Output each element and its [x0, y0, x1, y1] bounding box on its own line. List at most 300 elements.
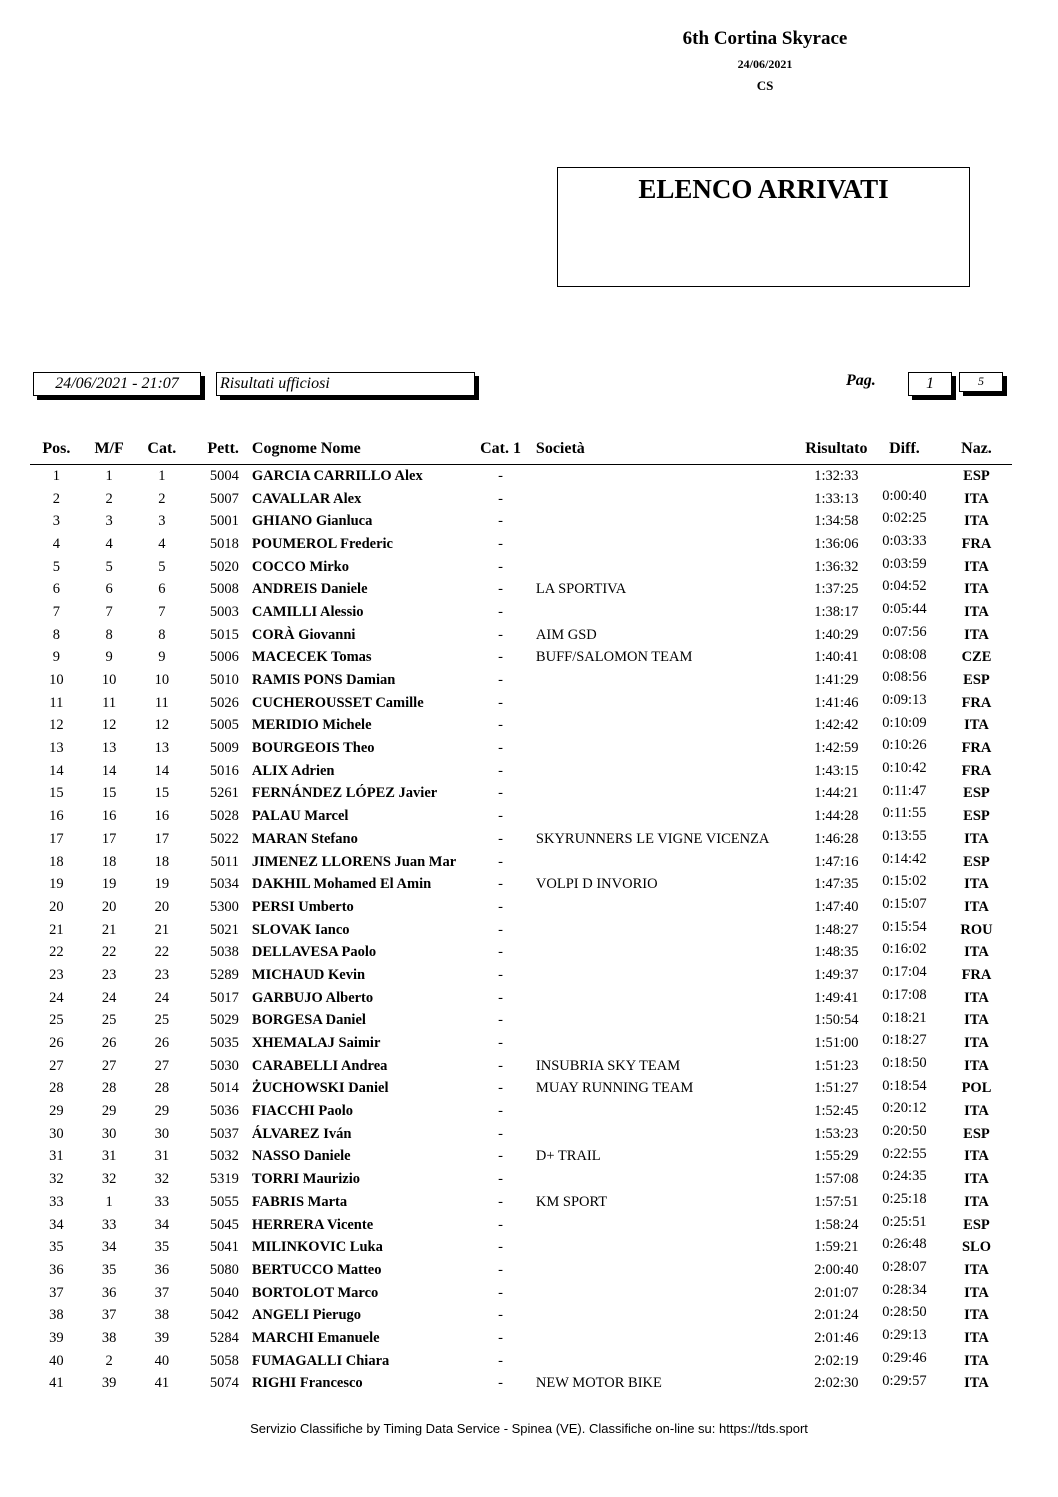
cell-cat: 7	[158, 603, 166, 620]
cell-pos: 30	[49, 1125, 64, 1142]
cell-cat: 38	[154, 1307, 170, 1324]
cell-pos: 29	[49, 1103, 64, 1120]
cell-cat1: -	[498, 921, 503, 938]
cell-cat1: -	[498, 649, 503, 666]
table-row	[30, 1282, 1012, 1305]
cell-mf: 38	[101, 1329, 117, 1346]
cell-mf: 12	[101, 717, 117, 734]
cell-risultato: 1:41:29	[814, 672, 859, 689]
cell-cat1: -	[498, 1012, 503, 1029]
cell-cat: 40	[154, 1352, 170, 1369]
cell-diff: 0:29:13	[882, 1327, 927, 1344]
cell-name: DAKHIL Mohamed El Amin	[251, 876, 432, 893]
cell-naz: ITA	[964, 1171, 989, 1188]
cell-risultato: 1:57:08	[814, 1171, 859, 1188]
cell-risultato: 1:47:40	[814, 898, 859, 915]
cell-name: BOURGEOIS Theo	[251, 740, 375, 757]
cell-naz: ITA	[964, 1057, 989, 1074]
cell-societa	[526, 737, 805, 760]
cell-pos: 23	[49, 966, 64, 983]
cell-naz: ITA	[964, 558, 989, 575]
cell-mf: 27	[101, 1057, 117, 1074]
cell-pos: 15	[49, 785, 64, 802]
cell-naz: ITA	[964, 1284, 989, 1301]
cell-risultato: 1:53:23	[814, 1125, 859, 1142]
cell-risultato: 1:52:45	[814, 1103, 859, 1120]
cell-societa	[526, 1100, 805, 1123]
cell-name: CAVALLAR Alex	[251, 490, 362, 507]
col-header-cat: Cat.	[135, 433, 188, 465]
cell-societa	[526, 919, 805, 942]
cell-pett: 5041	[209, 1239, 239, 1256]
cell-pett: 5017	[209, 989, 239, 1006]
cell-risultato: 2:01:46	[814, 1329, 859, 1346]
cell-cat1: -	[498, 1193, 503, 1210]
cell-cat: 12	[154, 717, 170, 734]
cell-name: BERTUCCO Matteo	[251, 1261, 382, 1278]
cell-societa	[526, 488, 805, 511]
cell-mf: 20	[101, 898, 117, 915]
cell-naz: ITA	[964, 1103, 989, 1120]
cell-pos: 40	[49, 1352, 64, 1369]
cell-risultato: 1:58:24	[814, 1216, 859, 1233]
table-row	[30, 1191, 1012, 1214]
table-row	[30, 692, 1012, 715]
cell-mf: 23	[101, 966, 117, 983]
cell-naz: ITA	[964, 1352, 989, 1369]
cell-mf: 33	[101, 1216, 117, 1233]
page-label: Pag.	[846, 372, 876, 389]
cell-pett: 5028	[209, 808, 239, 825]
cell-naz: ITA	[964, 876, 989, 893]
cell-societa: LA SPORTIVA	[535, 581, 627, 598]
cell-diff: 0:15:07	[882, 896, 927, 913]
cell-cat1: -	[498, 1148, 503, 1165]
cell-cat: 6	[158, 581, 166, 598]
table-row	[30, 1236, 1012, 1259]
cell-name: JIMENEZ LLORENS Juan Mar	[251, 853, 457, 870]
cell-name: CAMILLI Alessio	[251, 603, 364, 620]
cell-name: DELLAVESA Paolo	[251, 944, 377, 961]
cell-cat: 8	[158, 626, 166, 643]
cell-cat1: -	[498, 1171, 503, 1188]
cell-cat: 18	[154, 853, 170, 870]
cell-pett: 5032	[209, 1148, 239, 1165]
cell-naz: ITA	[964, 1148, 989, 1165]
cell-name: RAMIS PONS Damian	[251, 672, 396, 689]
cell-pett: 5058	[209, 1352, 239, 1369]
cell-risultato: 1:55:29	[814, 1148, 859, 1165]
cell-societa: INSUBRIA SKY TEAM	[535, 1057, 681, 1074]
cell-cat: 28	[154, 1080, 170, 1097]
cell-name: XHEMALAJ Saimir	[251, 1035, 381, 1052]
cell-name: ANDREIS Daniele	[251, 581, 368, 598]
cell-societa	[526, 851, 805, 874]
table-row	[30, 1123, 1012, 1146]
col-header-naz: Naz.	[941, 433, 1012, 465]
cell-risultato: 2:01:24	[814, 1307, 859, 1324]
cell-cat: 4	[158, 535, 166, 552]
cell-pos: 37	[49, 1284, 64, 1301]
cell-pett: 5009	[209, 740, 239, 757]
cell-diff: 0:05:44	[882, 601, 927, 618]
col-header-pett: Pett.	[188, 433, 239, 465]
cell-cat1: -	[498, 1103, 503, 1120]
cell-naz: FRA	[961, 762, 992, 779]
cell-naz: ITA	[964, 626, 989, 643]
table-row	[30, 1304, 1012, 1327]
cell-mf: 10	[101, 672, 117, 689]
cell-risultato: 1:51:23	[814, 1057, 859, 1074]
table-row	[30, 624, 1012, 647]
table-row	[30, 851, 1012, 874]
cell-mf: 9	[105, 649, 113, 666]
table-row	[30, 556, 1012, 579]
cell-mf: 39	[101, 1375, 117, 1392]
cell-diff: 0:18:27	[882, 1032, 927, 1049]
cell-naz: FRA	[961, 740, 992, 757]
cell-naz: ITA	[964, 944, 989, 961]
cell-naz: CZE	[961, 649, 992, 666]
table-row	[30, 669, 1012, 692]
table-row	[30, 578, 1012, 601]
cell-mf: 19	[101, 876, 117, 893]
cell-societa: SKYRUNNERS LE VIGNE VICENZA	[535, 830, 770, 847]
cell-cat1: -	[498, 740, 503, 757]
cell-pos: 5	[52, 558, 60, 575]
cell-cat1: -	[498, 808, 503, 825]
cell-diff: 0:15:02	[882, 873, 927, 890]
table-header-row	[30, 433, 1012, 465]
cell-name: ŻUCHOWSKI Daniel	[251, 1080, 389, 1097]
cell-pett: 5003	[209, 603, 239, 620]
cell-mf: 25	[101, 1012, 117, 1029]
cell-cat: 14	[154, 762, 170, 779]
cell-diff: 0:03:33	[882, 533, 927, 550]
col-header-name: Cognome Nome	[239, 433, 475, 465]
table-row	[30, 1214, 1012, 1237]
cell-naz: ITA	[964, 898, 989, 915]
cell-name: BORTOLOT Marco	[251, 1284, 379, 1301]
cell-cat1: -	[498, 966, 503, 983]
cell-pos: 7	[52, 603, 60, 620]
cell-diff: 0:04:52	[882, 578, 927, 595]
cell-naz: ITA	[964, 717, 989, 734]
cell-diff: 0:08:08	[882, 646, 927, 663]
cell-diff: 0:10:42	[882, 759, 927, 776]
cell-diff: 0:11:47	[882, 782, 927, 799]
cell-pett: 5026	[209, 694, 239, 711]
cell-risultato: 1:33:13	[814, 490, 859, 507]
cell-cat1: -	[498, 490, 503, 507]
cell-cat: 19	[154, 876, 170, 893]
cell-cat1: -	[498, 1239, 503, 1256]
cell-mf: 5	[105, 558, 113, 575]
page-current-box: 1	[908, 372, 952, 396]
cell-name: CARABELLI Andrea	[251, 1057, 388, 1074]
cell-diff: 0:18:54	[882, 1077, 927, 1094]
cell-risultato: 1:49:41	[814, 989, 859, 1006]
cell-naz: FRA	[961, 966, 992, 983]
table-row	[30, 1350, 1012, 1373]
cell-pos: 6	[52, 581, 60, 598]
cell-cat: 26	[154, 1035, 170, 1052]
cell-cat: 37	[154, 1284, 170, 1301]
table-row	[30, 488, 1012, 511]
cell-pos: 16	[49, 808, 64, 825]
cell-risultato: 1:42:42	[814, 717, 859, 734]
cell-societa	[526, 1304, 805, 1327]
cell-cat1: -	[498, 694, 503, 711]
cell-societa	[526, 896, 805, 919]
cell-cat1: -	[498, 1216, 503, 1233]
cell-cat1: -	[498, 762, 503, 779]
cell-societa	[526, 1168, 805, 1191]
page-total-box: 5	[959, 372, 1003, 392]
cell-pett: 5042	[209, 1307, 239, 1324]
table-row	[30, 1168, 1012, 1191]
table-row	[30, 783, 1012, 806]
cell-diff: 0:07:56	[882, 623, 927, 640]
cell-cat1: -	[498, 1375, 503, 1392]
cell-cat1: -	[498, 830, 503, 847]
table-row	[30, 1259, 1012, 1282]
table-row	[30, 510, 1012, 533]
cell-diff: 0:17:08	[882, 986, 927, 1003]
cell-societa	[526, 1236, 805, 1259]
cell-diff: 0:22:55	[882, 1145, 927, 1162]
cell-societa	[526, 1259, 805, 1282]
cell-pett: 5014	[209, 1080, 239, 1097]
cell-societa	[526, 715, 805, 738]
cell-diff: 0:11:55	[882, 805, 927, 822]
cell-pos: 13	[49, 740, 64, 757]
cell-diff: 0:17:04	[882, 964, 927, 981]
cell-naz: ESP	[963, 1216, 990, 1233]
cell-risultato: 1:42:59	[814, 740, 859, 757]
cell-naz: ESP	[963, 1125, 990, 1142]
cell-naz: ITA	[964, 1193, 989, 1210]
table-row	[30, 737, 1012, 760]
cell-pos: 26	[49, 1035, 64, 1052]
cell-societa: NEW MOTOR BIKE	[535, 1375, 662, 1392]
cell-diff: 0:28:34	[882, 1281, 927, 1298]
cell-pos: 20	[49, 898, 64, 915]
cell-diff: 0:08:56	[882, 669, 927, 686]
cell-mf: 24	[101, 989, 117, 1006]
cell-name: MARAN Stefano	[251, 830, 358, 847]
cell-mf: 13	[101, 740, 117, 757]
cell-pos: 38	[49, 1307, 64, 1324]
cell-naz: ITA	[964, 603, 989, 620]
cell-diff: 0:29:57	[882, 1372, 927, 1389]
table-row	[30, 1078, 1012, 1101]
cell-pett: 5011	[210, 853, 239, 870]
cell-cat: 41	[154, 1375, 170, 1392]
table-row	[30, 1032, 1012, 1055]
cell-name: SLOVAK Ianco	[251, 921, 350, 938]
cell-cat1: -	[498, 558, 503, 575]
cell-naz: ROU	[960, 921, 993, 938]
cell-mf: 18	[101, 853, 117, 870]
cell-naz: FRA	[961, 535, 992, 552]
cell-risultato: 1:47:35	[814, 876, 859, 893]
cell-cat1: -	[498, 876, 503, 893]
cell-name: GARBUJO Alberto	[251, 989, 374, 1006]
cell-cat: 15	[154, 785, 170, 802]
cell-mf: 1	[105, 467, 113, 484]
cell-diff: 0:09:13	[882, 691, 927, 708]
cell-pett: 5016	[209, 762, 239, 779]
table-row	[30, 1010, 1012, 1033]
cell-naz: ITA	[964, 1012, 989, 1029]
cell-diff: 0:25:18	[882, 1191, 927, 1207]
cell-cat1: -	[498, 1284, 503, 1301]
cell-cat: 5	[158, 558, 166, 575]
cell-pos: 10	[49, 672, 64, 689]
cell-mf: 6	[105, 581, 113, 598]
cell-mf: 4	[105, 535, 113, 552]
cell-cat1: -	[498, 1125, 503, 1142]
table-row	[30, 805, 1012, 828]
cell-mf: 31	[101, 1148, 117, 1165]
cell-naz: ITA	[964, 989, 989, 1006]
cell-pett: 5037	[209, 1125, 239, 1142]
cell-societa	[526, 556, 805, 579]
cell-pett: 5036	[209, 1103, 239, 1120]
cell-societa	[526, 1282, 805, 1305]
cell-mf: 28	[101, 1080, 117, 1097]
cell-pos: 25	[49, 1012, 64, 1029]
table-row	[30, 601, 1012, 624]
cell-naz: ITA	[964, 1035, 989, 1052]
cell-mf: 2	[105, 1352, 113, 1369]
cell-mf: 8	[105, 626, 113, 643]
cell-societa	[526, 805, 805, 828]
cell-risultato: 1:37:25	[814, 581, 859, 598]
cell-mf: 29	[101, 1103, 117, 1120]
cell-name: HERRERA Vicente	[251, 1216, 374, 1233]
cell-risultato: 1:32:33	[814, 467, 859, 484]
cell-cat1: -	[498, 944, 503, 961]
cell-risultato: 1:38:17	[814, 603, 859, 620]
cell-diff: 0:14:42	[882, 850, 927, 867]
cell-cat1: -	[498, 581, 503, 598]
cell-name: GARCIA CARRILLO Alex	[251, 467, 423, 484]
col-header-risultato: Risultato	[805, 433, 868, 465]
cell-cat: 3	[158, 513, 166, 530]
cell-mf: 16	[101, 808, 117, 825]
cell-societa	[526, 1214, 805, 1237]
event-date: 24/06/2021	[737, 57, 793, 71]
cell-mf: 21	[101, 921, 117, 938]
cell-pett: 5289	[209, 966, 239, 983]
cell-cat: 39	[154, 1329, 170, 1346]
cell-cat: 36	[154, 1261, 170, 1278]
cell-name: CORÀ Giovanni	[251, 626, 356, 643]
cell-pett: 5029	[209, 1012, 239, 1029]
cell-pett: 5055	[209, 1193, 239, 1210]
cell-risultato: 1:46:28	[814, 830, 859, 847]
cell-pos: 3	[52, 513, 60, 530]
cell-cat: 30	[154, 1125, 170, 1142]
cell-cat: 16	[154, 808, 170, 825]
table-row	[30, 919, 1012, 942]
table-row	[30, 1100, 1012, 1123]
results-body	[30, 465, 1012, 1396]
cell-pett: 5035	[209, 1035, 239, 1052]
cell-pos: 33	[49, 1193, 64, 1210]
cell-pos: 28	[49, 1080, 64, 1097]
cell-name: MARCHI Emanuele	[251, 1329, 380, 1346]
cell-mf: 2	[105, 490, 113, 507]
cell-cat1: -	[498, 853, 503, 870]
cell-societa	[526, 964, 805, 987]
cell-mf: 32	[101, 1171, 117, 1188]
cell-pos: 35	[49, 1239, 64, 1256]
cell-diff: 0:26:48	[882, 1236, 927, 1253]
cell-cat: 21	[154, 921, 170, 938]
cell-diff: 0:29:46	[882, 1349, 927, 1366]
cell-name: MERIDIO Michele	[251, 717, 372, 734]
cell-pett: 5080	[209, 1261, 239, 1278]
cell-risultato: 2:02:30	[814, 1375, 859, 1392]
cell-risultato: 1:47:16	[814, 853, 859, 870]
cell-pos: 14	[49, 762, 64, 779]
cell-diff: 0:10:09	[882, 714, 927, 731]
cell-risultato: 1:59:21	[814, 1239, 859, 1256]
cell-pett: 5261	[209, 785, 239, 802]
cell-name: FUMAGALLI Chiara	[251, 1352, 390, 1369]
cell-societa	[526, 1123, 805, 1146]
table-row	[30, 873, 1012, 896]
cell-societa: KM SPORT	[535, 1193, 608, 1210]
cell-societa	[526, 1032, 805, 1055]
cell-pos: 32	[49, 1171, 64, 1188]
cell-diff: 0:24:35	[882, 1168, 927, 1185]
cell-cat: 25	[154, 1012, 170, 1029]
cell-name: ANGELI Pierugo	[251, 1307, 362, 1324]
table-row	[30, 1373, 1012, 1396]
cell-pos: 18	[49, 853, 64, 870]
table-row	[30, 647, 1012, 670]
cell-societa	[526, 669, 805, 692]
cell-pett: 5015	[209, 626, 239, 643]
col-header-mf: M/F	[83, 433, 136, 465]
cell-pett: 5020	[209, 558, 239, 575]
cell-name: MILINKOVIC Luka	[251, 1239, 383, 1256]
table-row	[30, 1055, 1012, 1078]
cell-name: CUCHEROUSSET Camille	[251, 694, 424, 711]
event-title: 6th Cortina Skyrace	[682, 28, 848, 49]
cell-name: BORGESA Daniel	[251, 1012, 366, 1029]
cell-cat1: -	[498, 1080, 503, 1097]
cell-cat: 34	[154, 1216, 170, 1233]
cell-diff: 0:13:55	[882, 828, 927, 844]
cell-naz: FRA	[961, 694, 992, 711]
cell-cat1: -	[498, 1057, 503, 1074]
cell-naz: ESP	[963, 785, 990, 802]
cell-pett: 5006	[209, 649, 239, 666]
cell-pett: 5008	[209, 581, 239, 598]
cell-mf: 15	[101, 785, 117, 802]
cell-naz: ITA	[964, 1375, 989, 1392]
cell-pett: 5319	[209, 1171, 239, 1188]
cell-name: MACECEK Tomas	[251, 649, 372, 666]
cell-pett: 5005	[209, 717, 239, 734]
cell-mf: 22	[101, 944, 117, 961]
cell-cat: 29	[154, 1103, 170, 1120]
